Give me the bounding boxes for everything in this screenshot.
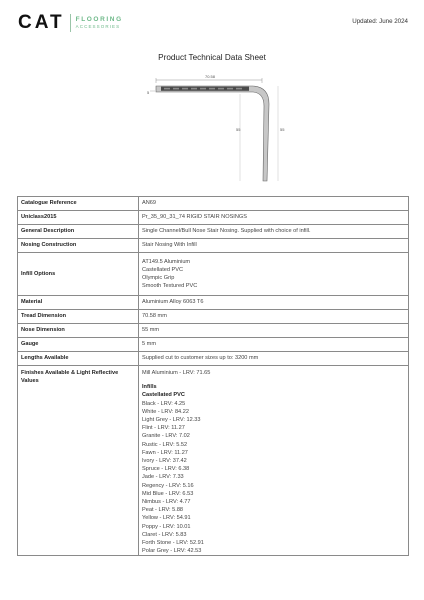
row-key: Infill Options xyxy=(18,253,139,296)
row-key: Material xyxy=(18,296,139,310)
nose-dimension-left-label: 55 xyxy=(236,127,241,132)
colour-item: Yellow - LRV: 54.91 xyxy=(142,515,191,522)
infill-option: Castellated PVC xyxy=(142,266,184,273)
colour-item: Regency - LRV: 5.16 xyxy=(142,482,194,489)
row-value: Pr_35_90_31_74 RIGID STAIR NOSINGS xyxy=(139,211,409,225)
finishes-cell xyxy=(139,366,409,556)
infill-option: Olympic Grip xyxy=(142,275,175,281)
table-row xyxy=(18,225,409,239)
row-key: Finishes Available & Light Reflective Values xyxy=(18,366,139,556)
row-key: Catalogue Reference xyxy=(18,197,139,211)
tread-dimension-label: 70.58 xyxy=(204,74,216,79)
row-value: Aluminium Alloy 6063 T6 xyxy=(139,296,409,310)
table-row xyxy=(18,211,409,225)
table-row xyxy=(18,197,409,211)
nose-dimension-right-label: 55 xyxy=(280,127,285,132)
infill-option: Smooth Textured PVC xyxy=(142,283,198,290)
row-key: General Description xyxy=(18,225,139,239)
document-title: Product Technical Data Sheet xyxy=(158,53,266,62)
castellated-heading: Castellated PVC xyxy=(142,392,185,399)
row-value: Single Channel/Bull Nose Stair Nosing. Supplied with choice of infill. xyxy=(139,225,409,239)
colour-item: Spruce - LRV: 6.38 xyxy=(142,466,190,473)
row-value: 70.58 mm xyxy=(139,310,409,324)
logo-divider xyxy=(70,14,71,32)
updated-date: Updated: June 2024 xyxy=(352,18,408,25)
row-key: Uniclass2015 xyxy=(18,211,139,225)
colour-item: Mid Blue - LRV: 6.53 xyxy=(142,490,194,497)
colour-item: Rustic - LRV: 5.52 xyxy=(142,441,188,448)
row-value: Stair Nosing With Infill xyxy=(139,239,409,253)
cat-logo xyxy=(18,12,123,34)
table-row xyxy=(18,296,409,310)
logo-sub-line-2: ACCESSORIES xyxy=(75,24,121,29)
infill-options-cell xyxy=(139,253,409,296)
colour-item: Claret - LRV: 5.83 xyxy=(142,531,187,538)
colour-item: Fawn - LRV: 11.27 xyxy=(142,449,188,456)
colour-item: Flint - LRV: 11.27 xyxy=(142,425,185,432)
table-row xyxy=(18,352,409,366)
row-key: Nose Dimension xyxy=(18,324,139,338)
gauge-dimension-label: 5 xyxy=(147,90,150,95)
table-row xyxy=(18,324,409,338)
row-value: AN69 xyxy=(139,197,409,211)
row-key: Nosing Construction xyxy=(18,239,139,253)
page-header xyxy=(18,12,410,36)
logo-sub-line-1: FLOORING xyxy=(75,16,123,23)
row-key: Lengths Available xyxy=(18,352,139,366)
table-row-infill xyxy=(18,253,409,296)
colour-item: Peat - LRV: 5.88 xyxy=(142,507,184,514)
row-key: Gauge xyxy=(18,338,139,352)
table-row xyxy=(18,310,409,324)
colour-item: Granite - LRV: 7.02 xyxy=(142,433,190,440)
logo-main-text: CAT xyxy=(18,12,65,33)
colour-item: Poppy - LRV: 10.01 xyxy=(142,523,191,530)
colour-item: White - LRV: 84.22 xyxy=(142,408,189,415)
infill-option: AT149.5 Aluminium xyxy=(142,258,191,265)
row-value: 5 mm xyxy=(139,338,409,352)
row-value: Supplied cut to customer sizes up to: 3200 mm xyxy=(139,352,409,366)
stair-nosing-drawing xyxy=(138,70,288,185)
infills-heading: Infills xyxy=(142,384,157,391)
colour-item: Nimbus - LRV: 4.77 xyxy=(142,499,191,506)
colour-item: Ivory - LRV: 37.42 xyxy=(142,458,187,465)
mill-finish: Mill Aluminium - LRV: 71.65 xyxy=(142,370,211,376)
colour-item: Light Grey - LRV: 12.33 xyxy=(142,417,201,424)
nosing-profile xyxy=(156,86,269,181)
table-row xyxy=(18,338,409,352)
table-row xyxy=(18,239,409,253)
row-value: 55 mm xyxy=(139,324,409,338)
colour-item: Forth Stone - LRV: 52.91 xyxy=(142,540,204,547)
table-row-finishes xyxy=(18,366,409,556)
colour-item: Black - LRV: 4.25 xyxy=(142,400,186,407)
spec-table xyxy=(17,196,409,556)
logo-subtitle xyxy=(76,16,123,30)
row-key: Tread Dimension xyxy=(18,310,139,324)
colour-item: Jade - LRV: 7.33 xyxy=(142,474,184,481)
colour-item: Polar Grey - LRV: 42.53 xyxy=(142,548,202,555)
